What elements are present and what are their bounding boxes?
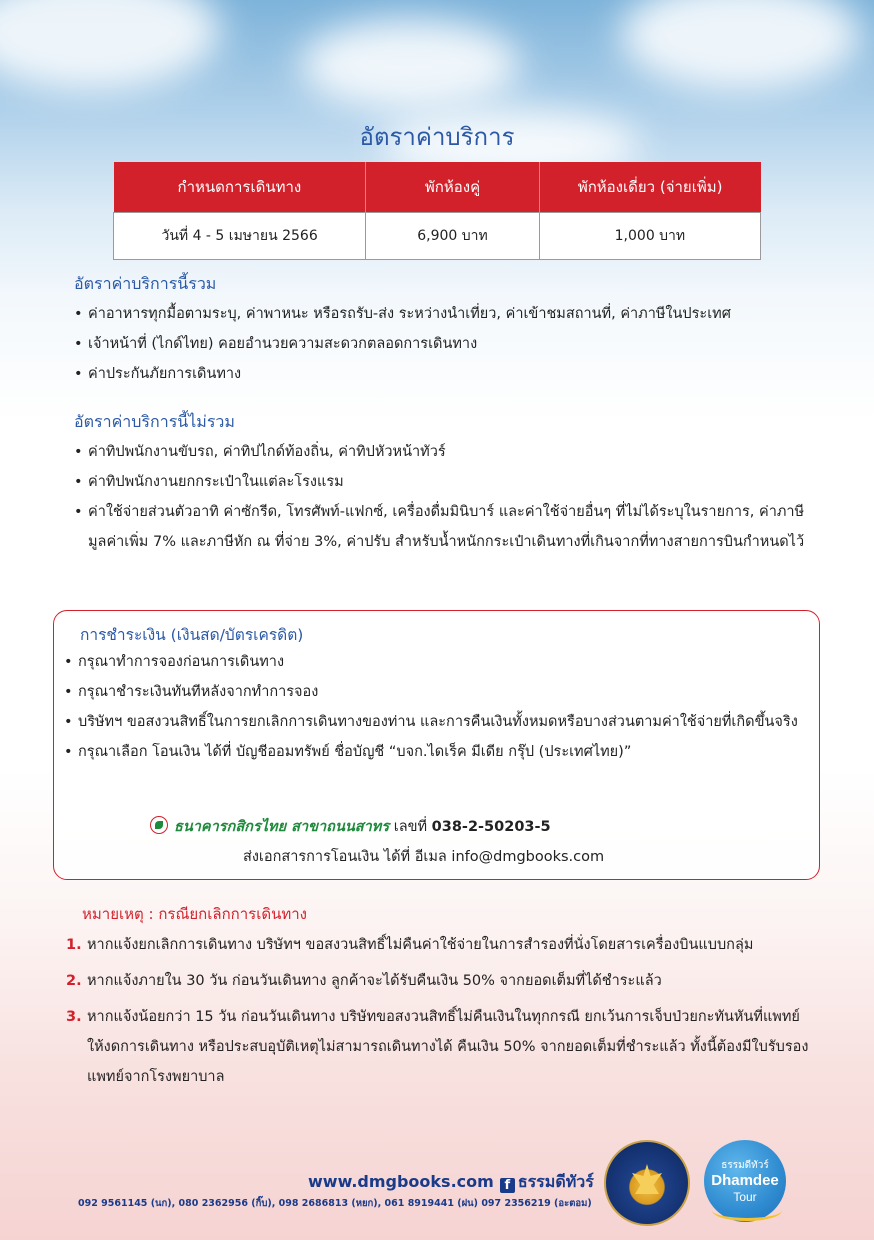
email-line: ส่งเอกสารการโอนเงิน ได้ที่ อีเมล info@dmgbooks.com — [243, 849, 605, 865]
rates-table — [113, 162, 761, 260]
notes-list — [66, 930, 811, 1098]
footer-phones: 092 9561145 (นก), 080 2362956 (กิ๊บ), 098 2686813 (หยก), 061 8919441 (ฝน) 097 2356219 (อะตอม) — [78, 1198, 592, 1209]
logo-text-dhamdee: Dhamdee — [711, 1172, 779, 1189]
notes-title: หมายเหตุ : กรณียกเลิกการเดินทาง — [82, 905, 307, 923]
list-item: • ค่าทิปพนักงานยกกระเป๋าในแต่ละโรงแรม — [74, 467, 809, 497]
excluded-title: อัตราค่าบริการนี้ไม่รวม — [74, 412, 235, 431]
list-item: • ค่าอาหารทุกมื้อตามระบุ, ค่าพาหนะ หรือรถรับ-ส่ง ระหว่างนำเที่ยว, ค่าเข้าชมสถานที่, ค่าภาษีในประเทศ — [74, 299, 814, 329]
account-number: 038-2-50203-5 — [431, 819, 551, 835]
cloud-decoration — [0, 0, 220, 90]
note-number: 3. — [66, 1009, 82, 1025]
note-number: 2. — [66, 973, 82, 989]
list-item: • กรุณาชำระเงินทันทีหลังจากทำการจอง — [64, 677, 809, 707]
list-item — [66, 930, 811, 960]
payment-list — [64, 647, 809, 767]
note-text: หากแจ้งภายใน 30 วัน ก่อนวันเดินทาง ลูกค้าจะได้รับคืนเงิน 50% จากยอดเต็มที่ได้ชำระแล้ว — [87, 973, 662, 989]
table-row — [114, 213, 761, 260]
dhamdee-tour-logo — [704, 1140, 786, 1222]
table-header-cell: พักห้องคู่ — [366, 162, 540, 213]
included-list — [74, 299, 814, 389]
cloud-decoration — [620, 0, 860, 90]
list-item: • กรุณาทำการจองก่อนการเดินทาง — [64, 647, 809, 677]
list-item — [66, 1002, 811, 1092]
bank-info — [150, 815, 551, 838]
table-cell: 1,000 บาท — [539, 213, 760, 260]
list-item: • ค่าประกันภัยการเดินทาง — [74, 359, 814, 389]
list-item — [66, 966, 811, 996]
list-item: • ค่าใช้จ่ายส่วนตัวอาทิ ค่าซักรีด, โทรศัพท์-แฟกซ์, เครื่องดื่มมินิบาร์ และค่าใช้จ่ายอื่นๆ ที่ไม่ได้ระบุในรายการ, ค่าภาษีมูลค่าเพิ่ม 7% และภาษีหัก ณ ที่จ่าย 3%, ค่าปรับ สำหรับน้ำหนักกระเป๋าเดินทางที่เกินจากที่ทางสายการบินกำหนดไว้ — [74, 497, 809, 557]
list-item: • บริษัทฯ ขอสงวนสิทธิ์ในการยกเลิกการเดินทางของท่าน และการคืนเงินทั้งหมดหรือบางส่วนตามค่าใช้จ่ายที่เกิดขึ้นจริง — [64, 707, 809, 737]
list-item: • ค่าทิปพนักงานขับรถ, ค่าทิปไกด์ท้องถิ่น, ค่าทิปหัวหน้าทัวร์ — [74, 437, 809, 467]
table-header-cell: พักห้องเดี่ยว (จ่ายเพิ่ม) — [539, 162, 760, 213]
account-label: เลขที่ — [393, 819, 428, 835]
swoosh-icon — [712, 1200, 782, 1221]
note-text: หากแจ้งน้อยกว่า 15 วัน ก่อนวันเดินทาง บริษัทขอสงวนสิทธิ์ไม่คืนเงินในทุกกรณี ยกเว้นการเจ็บป่วยกะทันหันที่แพทย์ให้งดการเดินทาง หรือประสบอุบัติเหตุไม่สามารถเดินทางได้ คืนเงิน 50% จากยอดเต็มที่ชำระแล้ว ทั้งนี้ต้องมีใบรับรองแพทย์จากโรงพยาบาล — [87, 1009, 809, 1085]
cloud-decoration — [300, 20, 520, 110]
page-title: อัตราค่าบริการ — [359, 123, 515, 151]
bank-name: ธนาคารกสิกรไทย สาขาถนนสาทร — [174, 819, 390, 835]
foundation-logo — [604, 1140, 690, 1226]
table-header-row — [114, 162, 761, 213]
list-item: • เจ้าหน้าที่ (ไกด์ไทย) คอยอำนวยความสะดวกตลอดการเดินทาง — [74, 329, 814, 359]
facebook-icon: f — [500, 1178, 515, 1193]
table-header-cell: กำหนดการเดินทาง — [114, 162, 366, 213]
list-item: • กรุณาเลือก โอนเงิน ได้ที่ บัญชีออมทรัพย์ ชื่อบัญชี “บจก.ไดเร็ค มีเดีย กรุ๊ป (ประเทศไทย)” — [64, 737, 809, 767]
table-cell: 6,900 บาท — [366, 213, 540, 260]
kasikorn-bank-icon — [150, 816, 168, 834]
logo-text-thai: ธรรมดีทัวร์ — [721, 1160, 769, 1171]
included-title: อัตราค่าบริการนี้รวม — [74, 274, 217, 293]
website-link[interactable]: www.dmgbooks.com — [308, 1172, 494, 1191]
table-cell: วันที่ 4 - 5 เมษายน 2566 — [114, 213, 366, 260]
logo-text-tour: Tour — [733, 1190, 757, 1204]
excluded-list — [74, 437, 809, 557]
payment-title: การชำระเงิน (เงินสด/บัตรเครดิต) — [80, 626, 304, 644]
note-text: หากแจ้งยกเลิกการเดินทาง บริษัทฯ ขอสงวนสิทธิ์ไม่คืนค่าใช้จ่ายในการสำรองที่นั่งโดยสารเครื่องบินแบบกลุ่ม — [87, 937, 754, 953]
facebook-link[interactable]: ธรรมดีทัวร์ — [517, 1172, 594, 1191]
lotus-icon — [632, 1164, 662, 1194]
footer-links — [308, 1170, 594, 1195]
note-number: 1. — [66, 937, 82, 953]
